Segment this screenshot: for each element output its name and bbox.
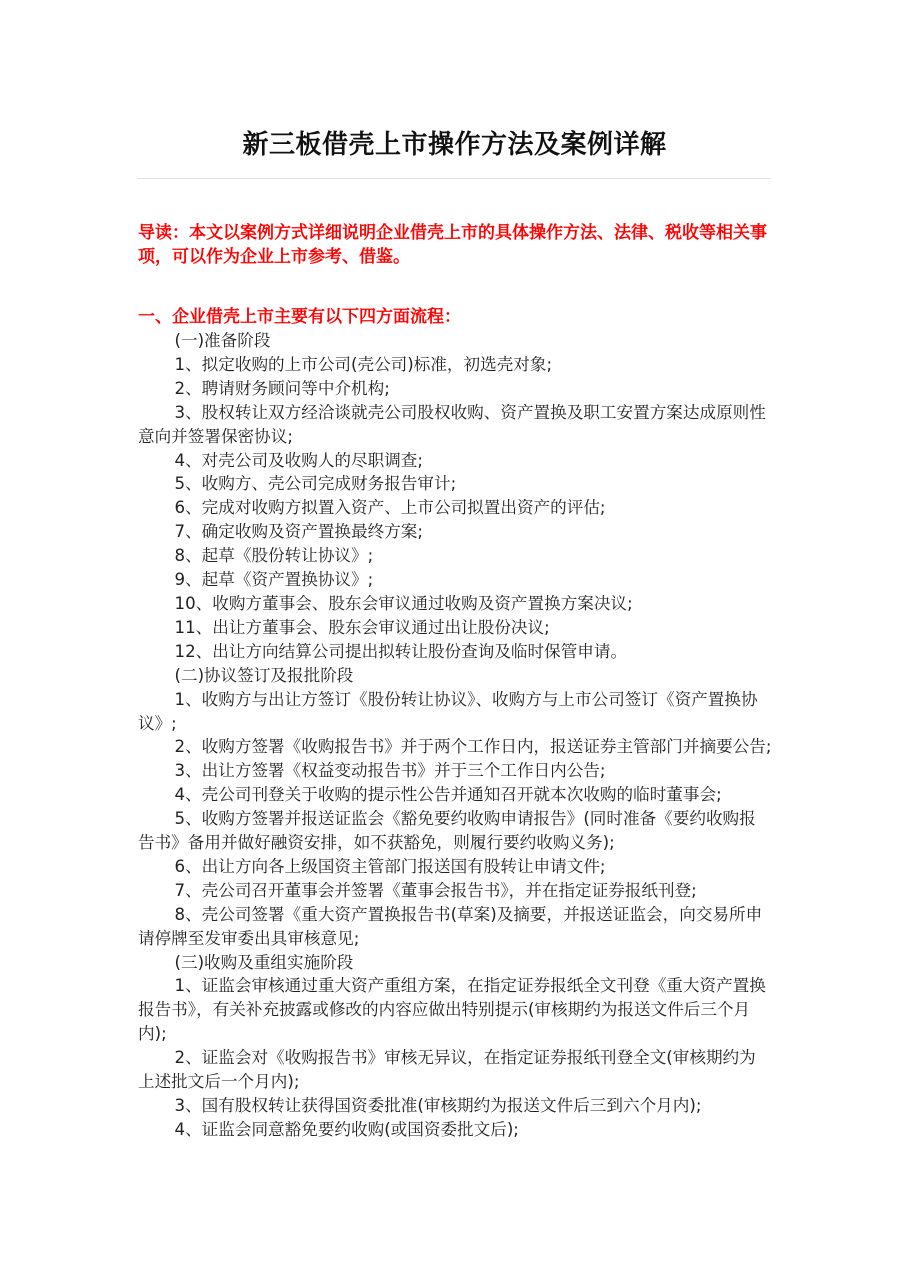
list-item: 9、起草《资产置换协议》; <box>174 570 374 590</box>
list-item: 2、证监会对《收购报告书》审核无异议，在指定证券报纸刊登全文(审核期约为上述批文后一个月内); <box>138 1048 756 1092</box>
list-item: 1、收购方与出让方签订《股份转让协议》、收购方与上市公司签订《资产置换协议》; <box>138 689 758 733</box>
list-item: 1、证监会审核通过重大资产重组方案，在指定证券报纸全文刊登《重大资产置换报告书》，有关补充披露或修改的内容应做出特别提示(审核期约为报送文件后三个月内); <box>138 976 766 1044</box>
list-item: 3、股权转让双方经洽谈就壳公司股权收购、资产置换及职工安置方案达成原则性意向并签署保密协议; <box>138 402 766 446</box>
list-item: 7、确定收购及资产置换最终方案; <box>174 522 423 542</box>
stage-heading-preparation: (一)准备阶段 <box>174 331 271 350</box>
list-item: 8、壳公司签署《重大资产置换报告书(草案)及摘要，并报送证监会，向交易所申请停牌至发审委出具审核意见; <box>138 904 763 948</box>
intro-paragraph: 导读：本文以案例方式详细说明企业借壳上市的具体操作方法、法律、税收等相关事项，可以作为企业上市参考、借鉴。 <box>138 223 767 267</box>
list-item: 6、出让方向各上级国资主管部门报送国有股转让申请文件; <box>174 856 606 876</box>
list-item: 2、收购方签署《收购报告书》并于两个工作日内，报送证券主管部门并摘要公告; <box>174 737 772 757</box>
list-item: 6、完成对收购方拟置入资产、上市公司拟置出资产的评估; <box>174 498 606 518</box>
list-item: 8、起草《股份转让协议》; <box>174 546 374 566</box>
list-item: 4、证监会同意豁免要约收购(或国资委批文后); <box>174 1119 519 1139</box>
section-heading: 一、企业借壳上市主要有以下四方面流程： <box>138 307 461 327</box>
list-item: 5、收购方、壳公司完成财务报告审计; <box>174 474 457 494</box>
list-item: 10、收购方董事会、股东会审议通过收购及资产置换方案决议; <box>174 593 633 613</box>
page-title: 新三板借壳上市操作方法及案例详解 <box>242 130 667 160</box>
document-body <box>138 221 772 1142</box>
list-item: 3、国有股权转让获得国资委批准(审核期约为报送文件后三到六个月内); <box>174 1096 702 1115</box>
list-item: 5、收购方签署并报送证监会《豁免要约收购申请报告》(同时准备《要约收购报告书》备用并做好融资安排，如不获豁免，则履行要约收购义务); <box>138 809 756 853</box>
list-item: 1、拟定收购的上市公司(壳公司)标准，初选壳对象; <box>174 354 553 374</box>
list-item: 12、出让方向结算公司提出拟转让股份查询及临时保管申请。 <box>174 641 628 661</box>
section-body <box>138 329 772 1142</box>
list-item: 2、聘请财务顾问等中介机构; <box>174 378 390 398</box>
list-item: 11、出让方董事会、股东会审议通过出让股份决议; <box>174 617 550 637</box>
stage-heading-agreement: (二)协议签订及报批阶段 <box>174 665 354 685</box>
stage-heading-implementation: (三)收购及重组实施阶段 <box>174 952 354 972</box>
list-item: 3、出让方签署《权益变动报告书》并于三个工作日内公告; <box>174 761 606 781</box>
list-item: 7、壳公司召开董事会并签署《董事会报告书》，并在指定证券报纸刊登; <box>174 880 697 900</box>
list-item: 4、壳公司刊登关于收购的提示性公告并通知召开就本次收购的临时董事会; <box>174 785 722 805</box>
list-item: 4、对壳公司及收购人的尽职调查; <box>174 450 423 470</box>
title-divider <box>137 178 771 179</box>
